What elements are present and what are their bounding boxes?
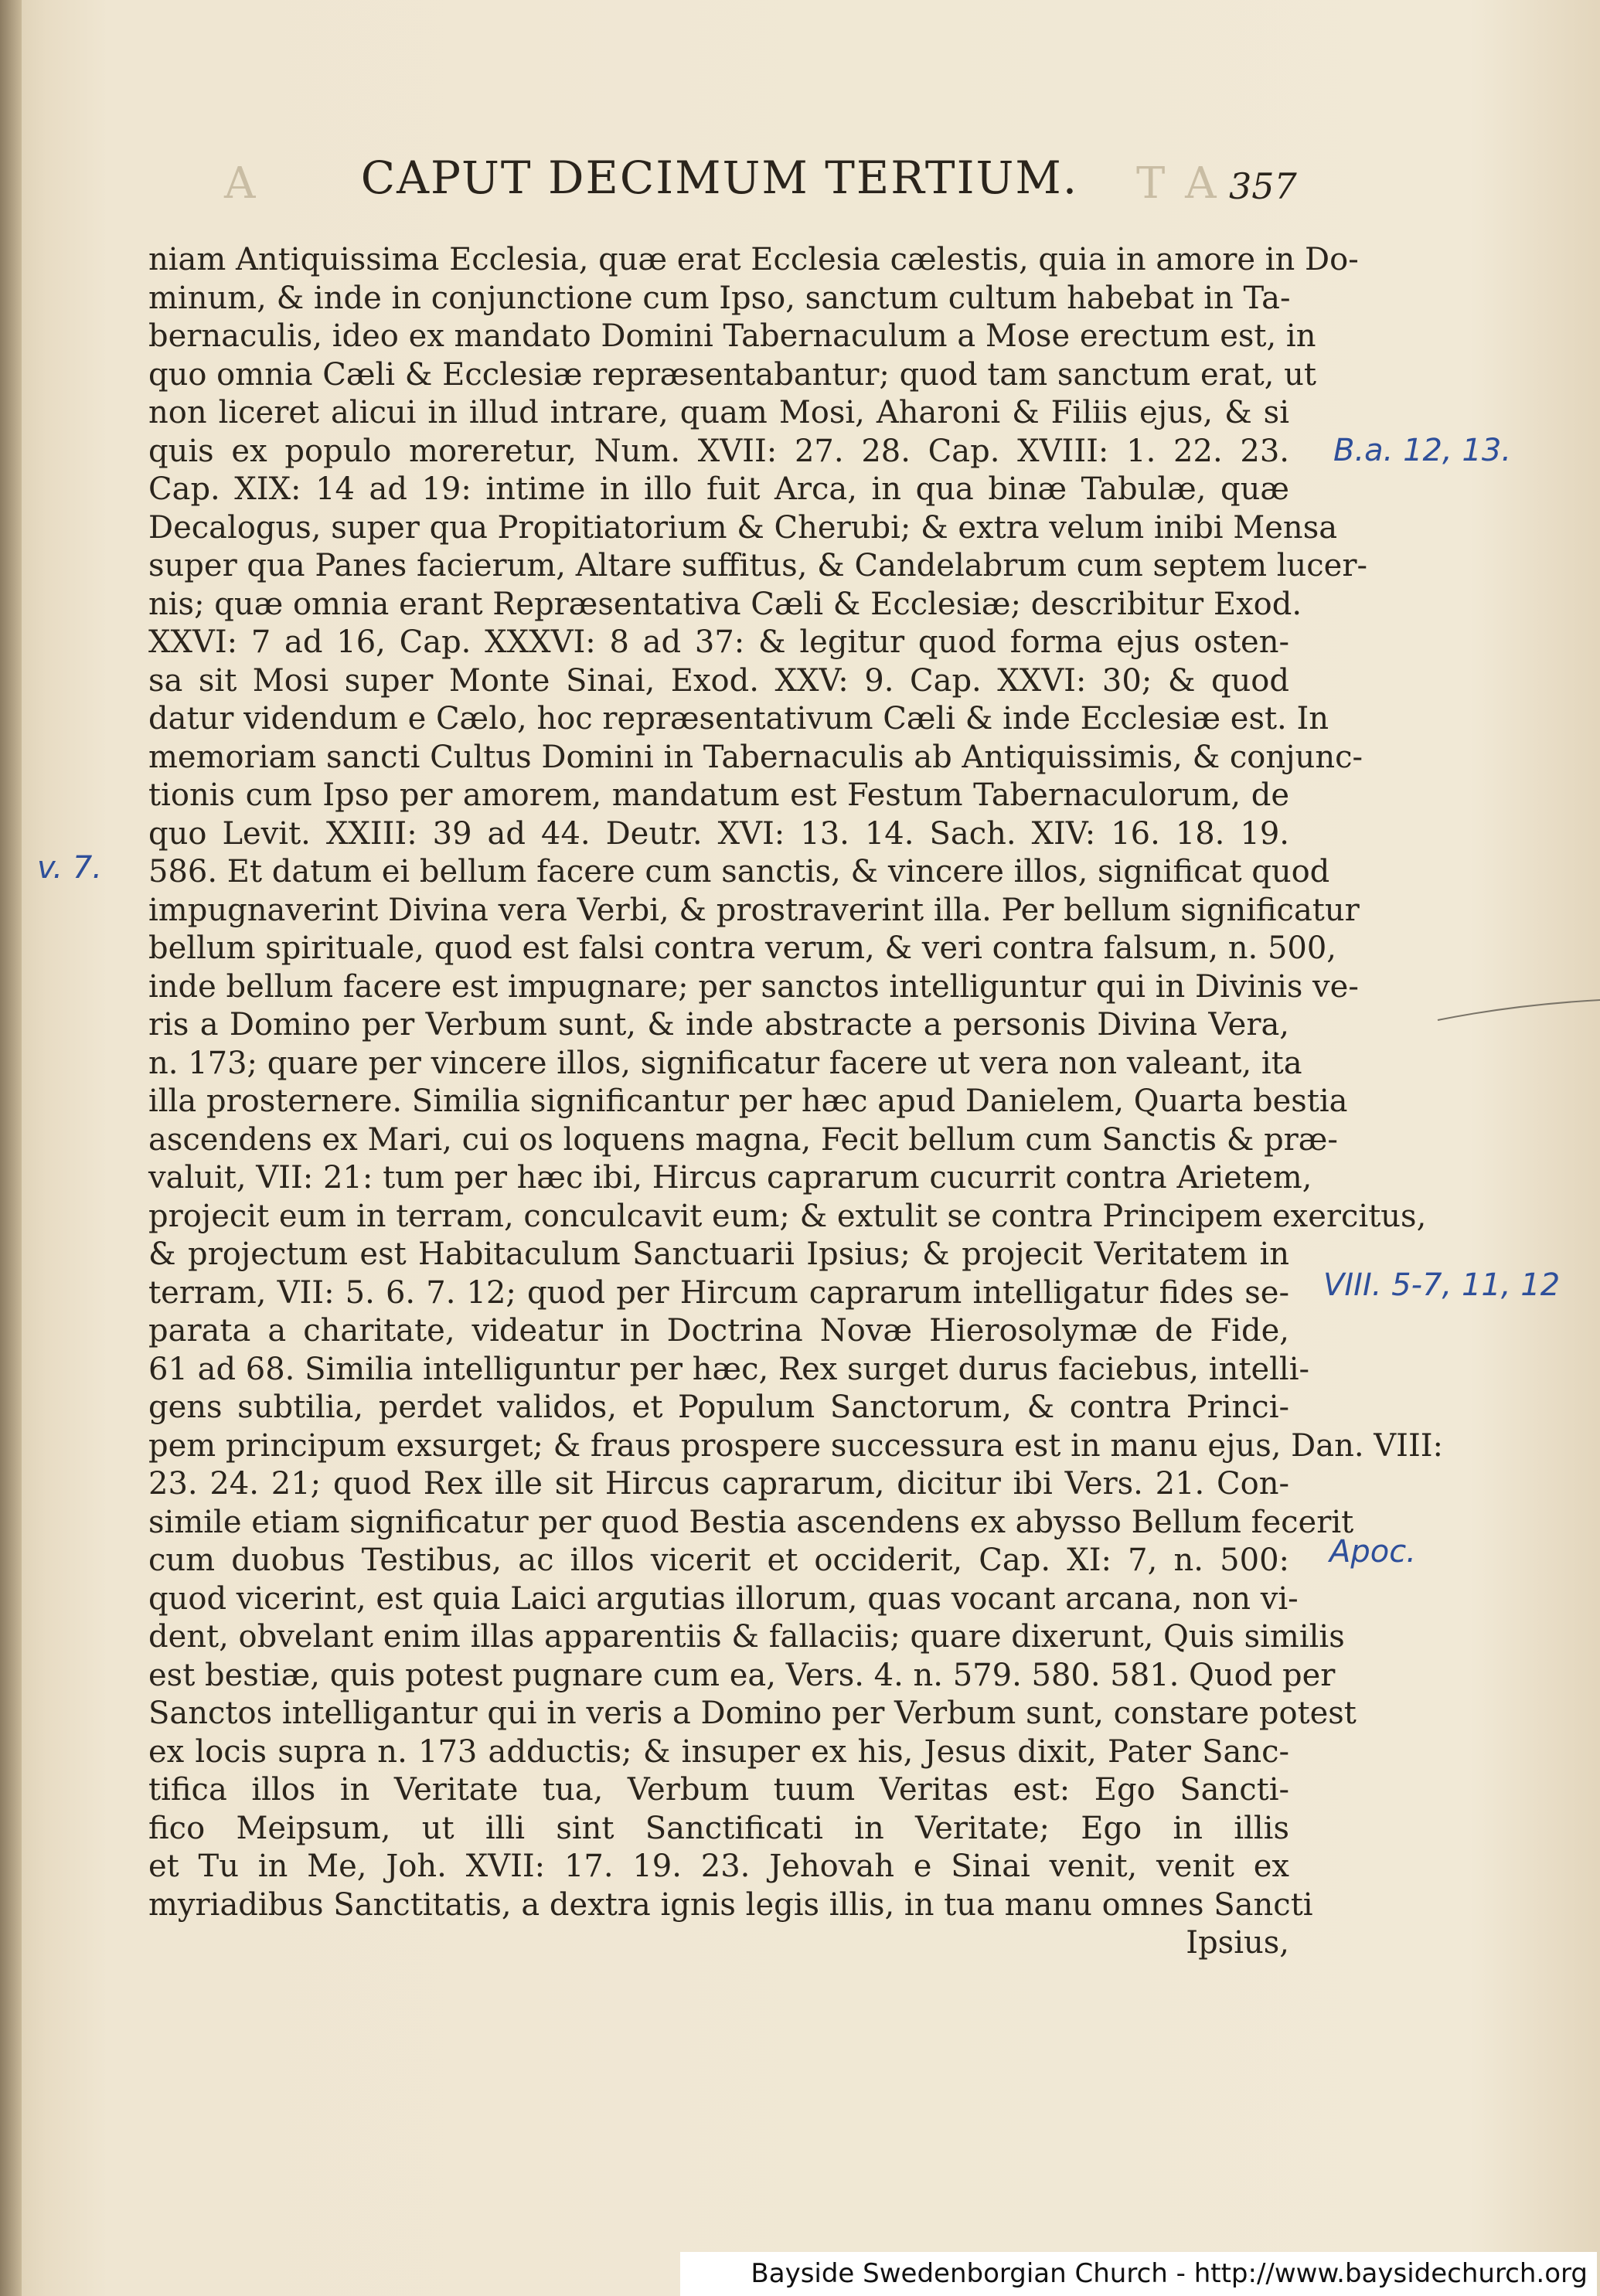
text-line: super qua Panes facierum, Altare suffitus, & Candelabrum cum septem lucer- [148,548,1367,583]
pencil-mark [1438,997,1600,1028]
text-line: est bestiæ, quis potest pugnare cum ea, Vers. 4. n. 579. 580. 581. Quod per [148,1657,1336,1693]
text-line: illa prosternere. Similia significantur per hæc apud Danielem, Quarta bestia [148,1083,1348,1119]
text-line: tifica illos in Veritate tua, Verbum tuum Veritas est: Ego Sancti- [148,1772,1289,1808]
text-line: quod vicerint, est quia Laici argutias illorum, quas vocant arcana, non vi- [148,1580,1299,1617]
page-number: 357 [1229,165,1297,207]
text-line: niam Antiquissima Ecclesia, quæ erat Ecclesia cælestis, quia in amore in Do- [148,242,1359,277]
text-line: sa sit Mosi super Monte Sinai, Exod. XXV: 9. Cap. XXVI: 30; & quod [148,662,1289,699]
text-line: et Tu in Me, Joh. XVII: 17. 19. 23. Jehovah e Sinai venit, venit ex [148,1849,1289,1884]
text-line: ris a Domino per Verbum sunt, & inde abstracte a personis Divina Vera, [148,1007,1289,1043]
footer-credit: Bayside Swedenborgian Church - http://www.baysidechurch.org [751,2258,1588,2289]
text-line: quo omnia Cæli & Ecclesiæ repræsentabantur; quod tam sanctum erat, ut [148,356,1316,393]
text-line: & projectum est Habitaculum Sanctuarii Ipsius; & projecit Veritatem in [148,1236,1289,1272]
text-line: Ipsius, [1186,1925,1289,1961]
text-line: minum, & inde in conjunctione cum Ipso, sanctum cultum habebat in Ta- [148,280,1291,316]
text-line: bernaculis, ideo ex mandato Domini Tabernaculum a Mose erectum est, in [148,318,1316,354]
text-line: myriadibus Sanctitatis, a dextra ignis legis illis, in tua manu omnes Sancti [148,1886,1313,1923]
text-line: datur videndum e Cælo, hoc repræsentativum Cæli & inde Ecclesiæ est. In [148,701,1329,736]
text-line: fico Meipsum, ut illi sint Sanctificati in Veritate; Ego in illis [148,1810,1289,1846]
text-line: non liceret alicui in illud intrare, quam Mosi, Aharoni & Filiis ejus, & si [148,395,1289,430]
show-through-text: T A [1136,158,1220,209]
margin-note-handwritten: VIII. 5-7, 11, 12 [1323,1267,1561,1303]
text-line: ex locis supra n. 173 adductis; & insuper ex his, Jesus dixit, Pater Sanc- [148,1733,1289,1770]
show-through-text: A [224,158,259,209]
text-line: impugnaverint Divina vera Verbi, & prostraverint illa. Per bellum significatur [148,892,1360,928]
text-line: XXVI: 7 ad 16, Cap. XXXVI: 8 ad 37: & legitur quod forma ejus osten- [148,624,1289,660]
margin-note-handwritten: v. 7. [37,850,103,886]
text-line: quis ex populo moreretur, Num. XVII: 27. 28. Cap. XVIII: 1. 22. 23. [148,433,1289,469]
text-line: tionis cum Ipso per amorem, mandatum est Festum Tabernaculorum, de [148,777,1289,813]
text-line: simile etiam significatur per quod Bestia ascendens ex abysso Bellum fecerit [148,1504,1354,1540]
text-line: dent, obvelant enim illas apparentiis & fallaciis; quare dixerunt, Quis similis [148,1619,1345,1655]
text-line: gens subtilia, perdet validos, et Populum Sanctorum, & contra Princi- [148,1390,1289,1425]
text-line: inde bellum facere est impugnare; per sanctos intelliguntur qui in Divinis ve- [148,968,1359,1005]
margin-note-handwritten: B.a. 12, 13. [1333,433,1512,468]
text-line: terram, VII: 5. 6. 7. 12; quod per Hircum caprarum intelligatur fides se- [148,1274,1289,1311]
text-line: 586. Et datum ei bellum facere cum sanctis, & vincere illos, significat quod [148,854,1330,889]
text-line: projecit eum in terram, conculcavit eum; & extulit se contra Principem exercitus, [148,1198,1427,1234]
text-line: Sanctos intelligantur qui in veris a Domino per Verbum sunt, constare potest [148,1696,1357,1731]
text-line: valuit, VII: 21: tum per hæc ibi, Hircus caprarum cucurrit contra Arietem, [148,1160,1312,1196]
text-line: n. 173; quare per vincere illos, significatur facere ut vera non valeant, ita [148,1045,1302,1081]
text-line: cum duobus Testibus, ac illos vicerit et occiderit, Cap. XI: 7, n. 500: [148,1543,1289,1578]
text-line: memoriam sancti Cultus Domini in Tabernaculis ab Antiquissimis, & conjunc- [148,739,1363,775]
text-line: 61 ad 68. Similia intelliguntur per hæc, Rex surget durus faciebus, intelli- [148,1351,1310,1387]
margin-note-handwritten: Apoc. [1329,1534,1416,1570]
text-line: 23. 24. 21; quod Rex ille sit Hircus caprarum, dicitur ibi Vers. 21. Con- [148,1466,1289,1502]
text-line: pem principum exsurget; & fraus prospere successura est in manu ejus, Dan. VIII: [148,1427,1444,1464]
text-line: parata a charitate, videatur in Doctrina Novæ Hierosolymæ de Fide, [148,1313,1289,1349]
text-line: ascendens ex Mari, cui os loquens magna, Fecit bellum cum Sanctis & præ- [148,1121,1338,1158]
footer-banner [680,2252,1597,2296]
text-line: Cap. XIX: 14 ad 19: intime in illo fuit Arca, in qua binæ Tabulæ, quæ [148,471,1289,507]
text-line: Decalogus, super qua Propitiatorium & Cherubi; & extra velum inibi Mensa [148,509,1338,546]
text-line: quo Levit. XXIII: 39 ad 44. Deutr. XVI: 13. 14. Sach. XIV: 16. 18. 19. [148,815,1289,852]
text-line: nis; quæ omnia erant Repræsentativa Cæli & Ecclesiæ; describitur Exod. [148,586,1302,622]
running-head: CAPUT DECIMUM TERTIUM. [360,151,1079,204]
binding-gutter [0,0,22,2296]
text-line: bellum spirituale, quod est falsi contra verum, & veri contra falsum, n. 500, [148,930,1337,966]
